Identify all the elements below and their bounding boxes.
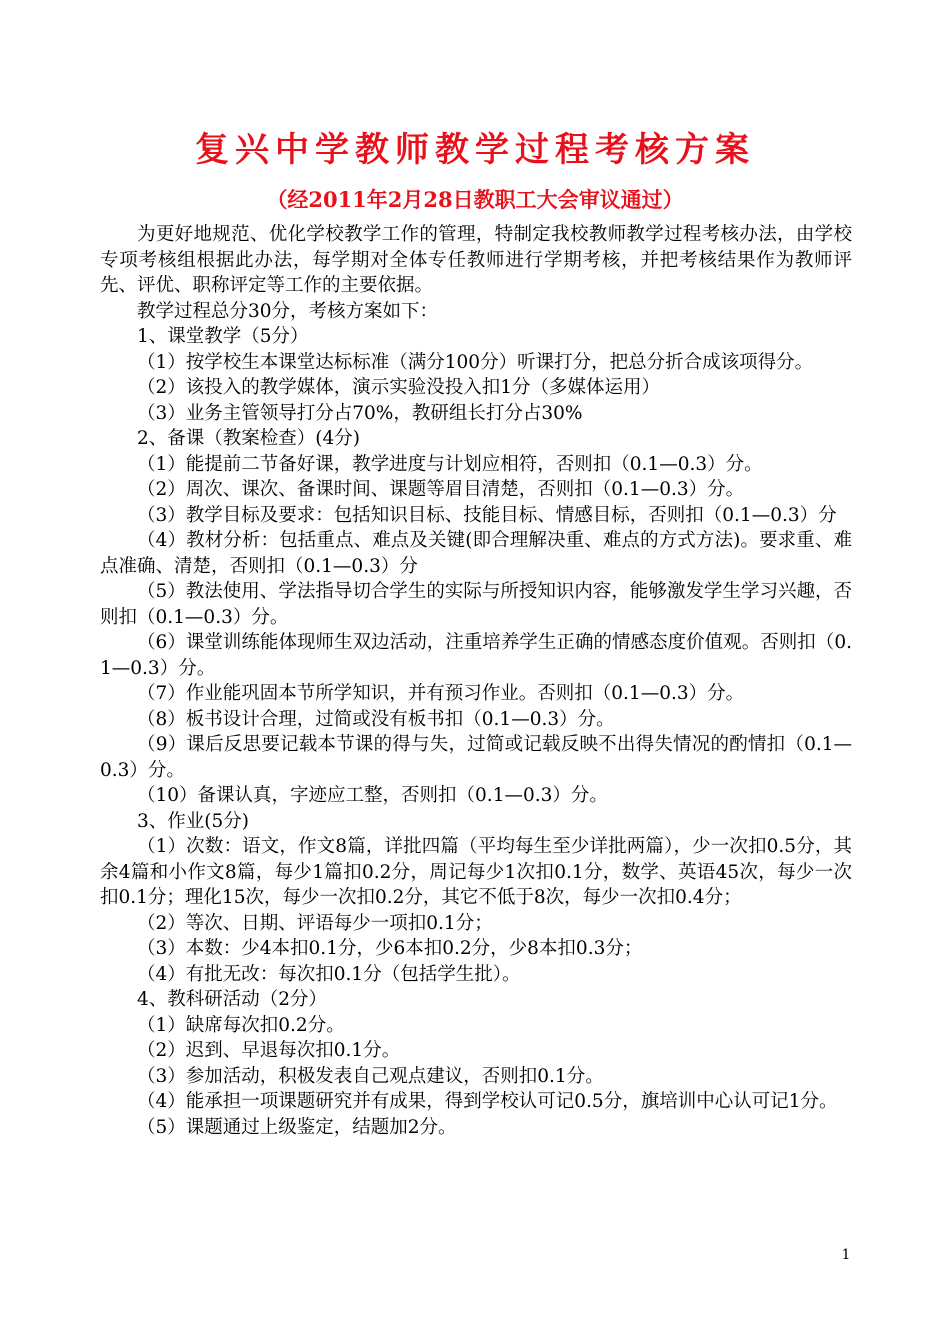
list-item: （8）板书设计合理，过简或没有板书扣（0.1—0.3）分。 xyxy=(137,708,615,730)
paragraph-intro: 为更好地规范、优化学校教学工作的管理，特制定我校教师教学过程考核办法，由学校专项考核组根据此办法，每学期对全体专任教师进行学期考核，并把考核结果作为教师评先、评优、职称评定等工作的主要依据。 xyxy=(100,224,852,296)
list-item: （5）教法使用、学法指导切合学生的实际与所授知识内容，能够激发学生学习兴趣，否则扣（0.1—0.3）分。 xyxy=(100,581,852,628)
list-item: （2）该投入的教学媒体，演示实验没投入扣1分（多媒体运用） xyxy=(137,377,661,398)
page-number: 1 xyxy=(841,1247,851,1263)
list-item: （9）课后反思要记载本节课的得与失，过简或记载反映不出得失情况的酌情扣（0.1—0.3）分。 xyxy=(100,734,852,781)
list-item: （4）教材分析：包括重点、难点及关键(即合理解决重、难点的方式方法)。要求重、难点准确、清楚，否则扣（0.1—0.3）分 xyxy=(100,530,852,577)
document-body xyxy=(100,222,852,1140)
list-item: （1）次数：语文，作文8篇，详批四篇（平均每生至少详批两篇），少一次扣0.5分，其余4篇和小作文8篇，每少1篇扣0.2分，周记每少1次扣0.1分，数学、英语45次，每少一次扣0.1分；理化15次，每少一次扣0.2分，其它不低于8次，每少一次扣0.4分； xyxy=(100,836,852,908)
section-heading-lesson-prep: 2、备课（教案检查）(4分) xyxy=(137,428,360,449)
list-item: （1）按学校生本课堂达标标准（满分100分）听课打分，把总分折合成该项得分。 xyxy=(137,351,814,373)
list-item: （3）本数：少4本扣0.1分，少6本扣0.2分，少8本扣0.3分； xyxy=(137,938,643,959)
list-item: （2）等次、日期、评语每少一项扣0.1分； xyxy=(137,912,493,934)
list-item: （4）有批无改：每次扣0.1分（包括学生批）。 xyxy=(137,963,521,985)
paragraph-total-score: 教学过程总分30分，考核方案如下： xyxy=(137,300,439,322)
list-item: （3）教学目标及要求：包括知识目标、技能目标、情感目标，否则扣（0.1—0.3）分 xyxy=(137,504,837,526)
list-item: （3）参加活动，积极发表自己观点建议，否则扣0.1分。 xyxy=(137,1065,604,1087)
list-item: （5）课题通过上级鉴定，结题加2分。 xyxy=(137,1116,457,1138)
list-item: （7）作业能巩固本节所学知识，并有预习作业。否则扣（0.1—0.3）分。 xyxy=(137,683,745,704)
list-item: （6）课堂训练能体现师生双边活动，注重培养学生正确的情感态度价值观。否则扣（0.1—0.3）分。 xyxy=(100,632,852,679)
section-heading-research: 4、教科研活动（2分） xyxy=(137,989,328,1010)
list-item: （1）缺席每次扣0.2分。 xyxy=(137,1014,345,1036)
section-heading-homework: 3、作业(5分) xyxy=(137,810,249,832)
document-subtitle: （经2011年2月28日教职工大会审议通过） xyxy=(266,187,684,212)
list-item: （2）迟到、早退每次扣0.1分。 xyxy=(137,1040,401,1061)
list-item: （4）能承担一项课题研究并有成果，得到学校认可记0.5分，旗培训中心认可记1分。 xyxy=(137,1091,838,1112)
document-title: 复兴中学教师教学过程考核方案 xyxy=(195,130,755,170)
list-item: （1）能提前二节备好课，教学进度与计划应相符，否则扣（0.1—0.3）分。 xyxy=(137,453,763,475)
list-item: （10）备课认真，字迹应工整，否则扣（0.1—0.3）分。 xyxy=(137,785,608,806)
list-item: （2）周次、课次、备课时间、课题等眉目清楚，否则扣（0.1—0.3）分。 xyxy=(137,479,745,500)
list-item: （3）业务主管领导打分占70%，教研组长打分占30% xyxy=(137,402,583,424)
section-heading-classroom: 1、课堂教学（5分） xyxy=(137,326,309,347)
